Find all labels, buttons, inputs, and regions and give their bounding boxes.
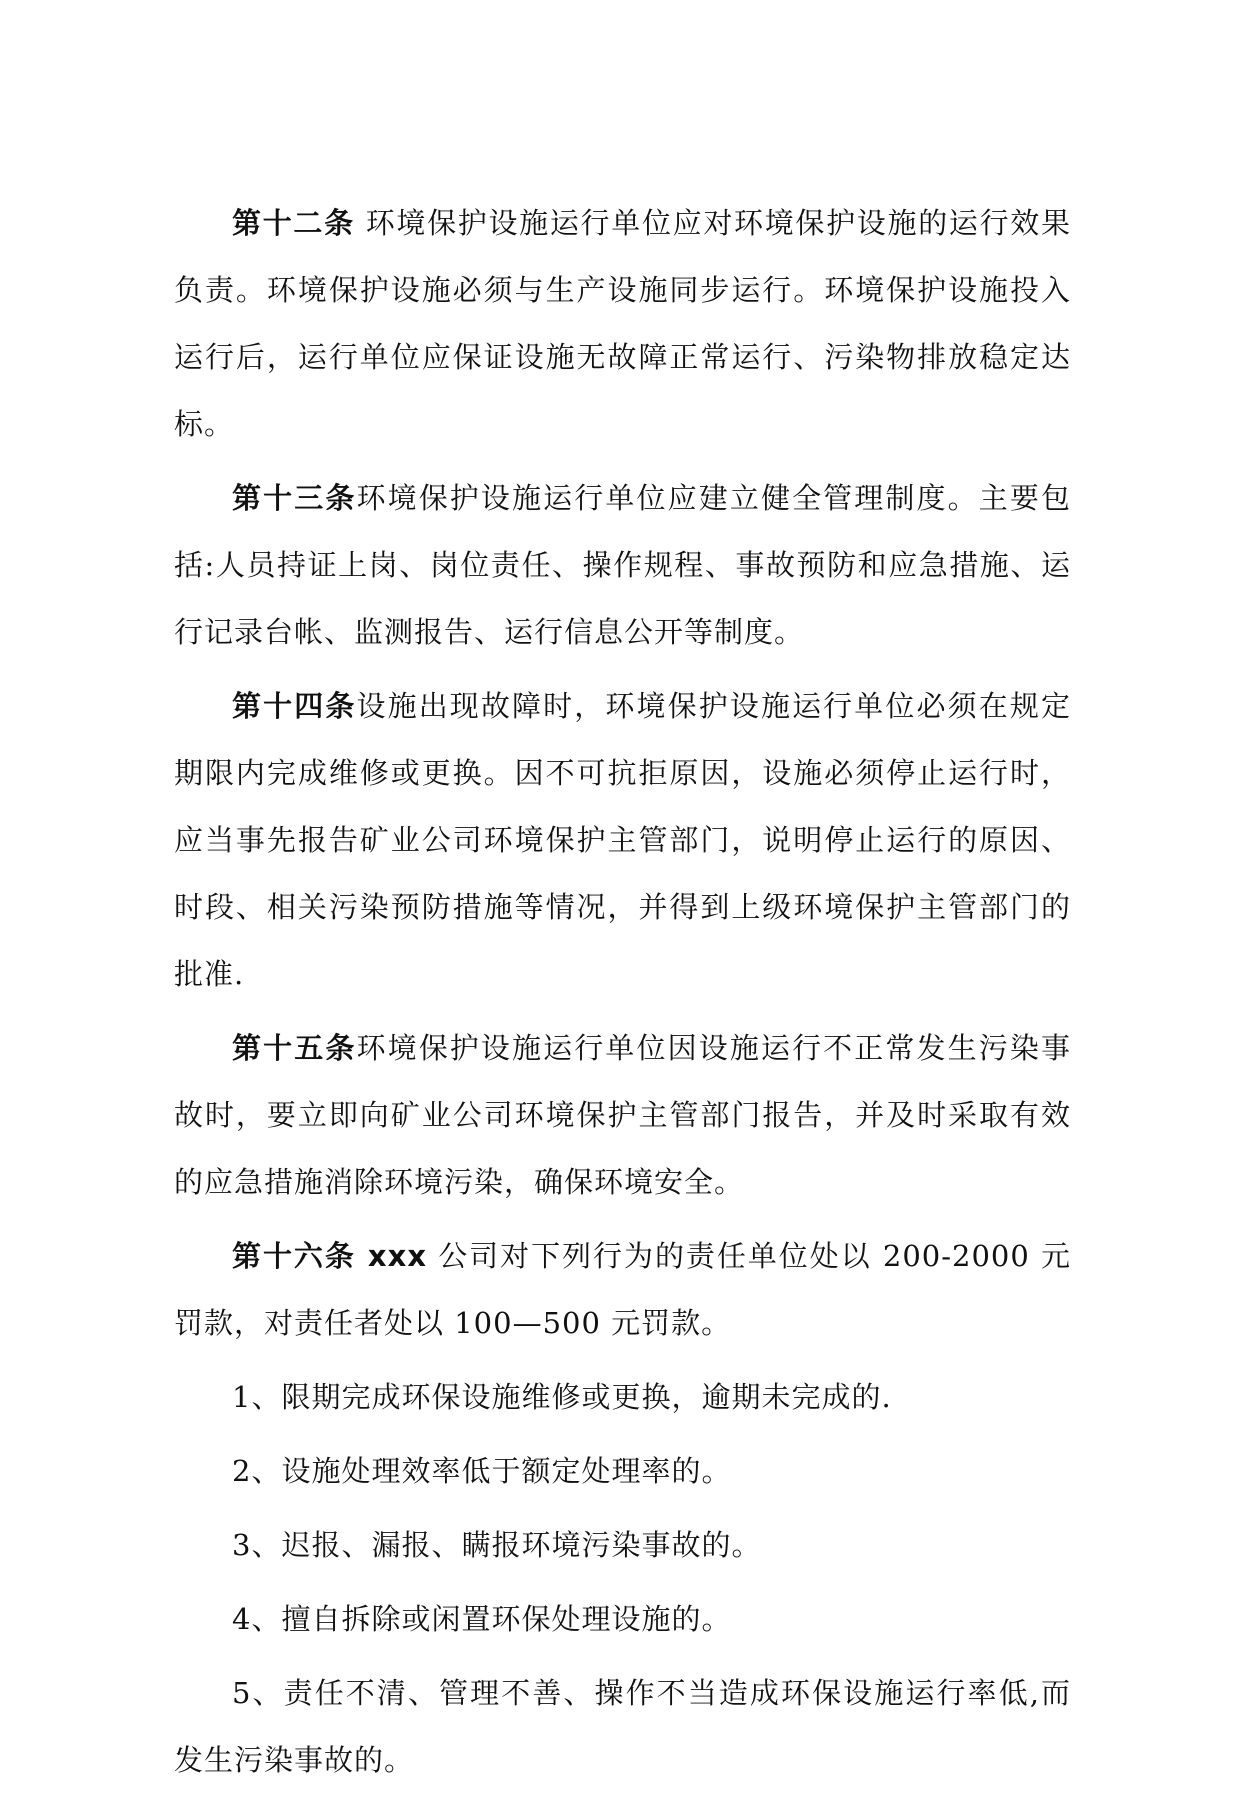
article-14-heading: 第十四条 (232, 689, 357, 723)
document-page (174, 190, 1071, 1801)
list-item-4: 4、擅自拆除或闲置环保处理设施的。 (232, 1602, 732, 1636)
article-12-heading: 第十二条 (232, 206, 355, 240)
article-13-heading: 第十三条 (232, 481, 357, 515)
article-16 (174, 1223, 1071, 1357)
article-15-text: 环境保护设施运行单位因设施运行不正常发生污染事故时，要立即向矿业公司环境保护主管部门报告，并及时采取有效的应急措施消除环境污染，确保环境安全。 (174, 1031, 1071, 1199)
article-12 (174, 190, 1071, 458)
list-item-3: 3、迟报、漏报、瞒报环境污染事故的。 (232, 1528, 762, 1562)
article-14-text: 设施出现故障时，环境保护设施运行单位必须在规定期限内完成维修或更换。因不可抗拒原因，设施必须停止运行时，应当事先报告矿业公司环境保护主管部门，说明停止运行的原因、时段、相关污染预防措施等情况，并得到上级环境保护主管部门的批准. (174, 689, 1071, 991)
article-14 (174, 673, 1071, 1008)
list-item-5: 5、责任不清、管理不善、操作不当造成环保设施运行率低,而发生污染事故的。 (174, 1676, 1071, 1777)
article-13-text: 环境保护设施运行单位应建立健全管理制度。主要包括:人员持证上岗、岗位责任、操作规程、事故预防和应急措施、运行记录台帐、监测报告、运行信息公开等制度。 (174, 481, 1071, 649)
article-15 (174, 1015, 1071, 1216)
list-item-1: 1、限期完成环保设施维修或更换，逾期未完成的. (232, 1380, 892, 1414)
article-16-heading: 第十六条 xxx (232, 1239, 428, 1273)
list-item-2: 2、设施处理效率低于额定处理率的。 (232, 1454, 732, 1488)
article-12-text: 环境保护设施运行单位应对环境保护设施的运行效果负责。环境保护设施必须与生产设施同步运行。环境保护设施投入运行后，运行单位应保证设施无故障正常运行、污染物排放稳定达标。 (174, 206, 1071, 441)
article-15-heading: 第十五条 (232, 1031, 357, 1065)
article-13 (174, 465, 1071, 666)
article-16-text: 公司对下列行为的责任单位处以 200-2000 元罚款，对责任者处以 100—500 元罚款。 (174, 1239, 1072, 1340)
